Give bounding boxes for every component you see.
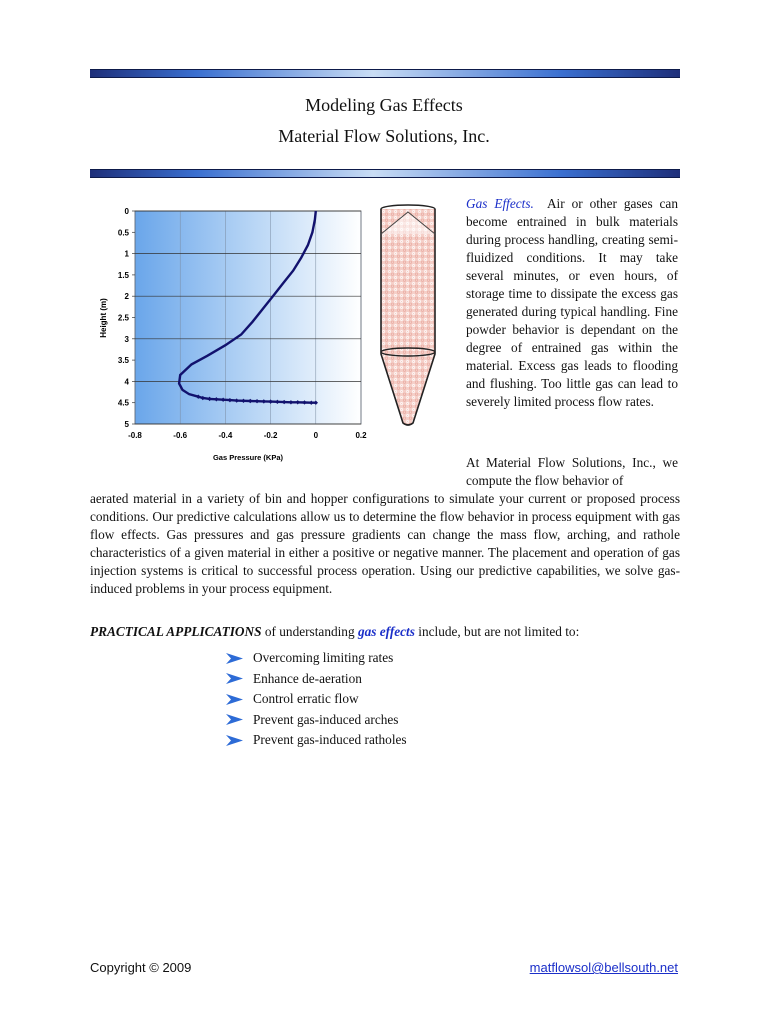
x-axis-label: Gas Pressure (KPa): [212, 453, 284, 462]
list-item-label: Overcoming limiting rates: [253, 650, 394, 666]
company-name: Material Flow Solutions, Inc.: [278, 126, 490, 146]
list-item: [226, 648, 407, 669]
y-tick-label: 0.5: [117, 228, 129, 238]
x-tick-label: 0: [313, 431, 319, 440]
header-divider: [90, 169, 680, 178]
intro-body: aerated material in a variety of bin and hopper configurations to simulate your current or proposed process conditions. Our predictive calculations allow us to determine the flow behavior in process equipment with gas flow effects. Gas pressures and gas pressure gradients can change the mass flow, arching, and rathole characteristics of a given material in either a positive or negative manner. The placement and operation of gas injection systems is critical to successful process operation. Using our predictive capabilities, we solve gas-induced problems in your process equipment.: [90, 491, 680, 596]
applications-tail: include, but are not limited to:: [414, 624, 580, 639]
plot-area: [135, 211, 361, 424]
y-tick-label: 1.5: [117, 270, 129, 280]
list-item: [226, 730, 407, 751]
copyright: Copyright © 2009: [90, 960, 192, 975]
x-tick-labels: [128, 431, 367, 440]
email-link[interactable]: matflowsol@bellsouth.net: [529, 960, 678, 975]
applications-intro: [90, 623, 690, 641]
arrow-bullet-icon: [226, 653, 243, 664]
y-tick-label: 4: [124, 377, 129, 387]
gas-effects-term: gas effects: [357, 624, 415, 639]
applications-list: [226, 648, 407, 751]
gas-effects-body: Air or other gases can become entrained in bulk materials during process handling, creating semi-fluidized conditions. It may take several minutes, or even hours, of storage time to dissipate the excess gas generated during typical handling. Fine powder behavior is dependant on the degree of entrained gas within the material. Excess gas leads to flooding and flushing. Too little gas can lead to severely limited process flow rates.: [466, 196, 678, 409]
gas-effects-heading: Gas Effects.: [466, 196, 534, 211]
list-item: [226, 689, 407, 710]
x-tick-label: -0.6: [173, 431, 188, 440]
arrow-bullet-icon: [226, 694, 243, 705]
silo-body: [381, 209, 435, 425]
intro-lead: At Material Flow Solutions, Inc., we compute the flow behavior of: [466, 455, 678, 488]
y-tick-label: 2: [124, 292, 129, 302]
y-tick-label: 4.5: [117, 398, 129, 408]
list-item-label: Control erratic flow: [253, 691, 359, 707]
y-axis-label: Height (m): [99, 298, 108, 338]
page-title: Modeling Gas Effects: [305, 95, 463, 115]
arrow-bullet-icon: [226, 735, 243, 746]
arrow-bullet-icon: [226, 714, 243, 725]
gas-effects-paragraph: [466, 195, 678, 411]
top-divider: [90, 69, 680, 78]
x-tick-label: -0.2: [263, 431, 278, 440]
y-tick-label: 2.5: [117, 313, 129, 323]
y-tick-label: 0: [124, 207, 129, 216]
list-item: [226, 669, 407, 690]
y-tick-label: 1: [124, 249, 129, 259]
y-tick-label: 5: [124, 420, 129, 429]
x-tick-label: -0.4: [218, 431, 233, 440]
list-item-label: Prevent gas-induced ratholes: [253, 732, 407, 748]
gas-pressure-chart: [90, 196, 372, 464]
arrow-bullet-icon: [226, 673, 243, 684]
y-tick-label: 3.5: [117, 356, 129, 366]
x-tick-label: -0.8: [128, 431, 142, 440]
y-tick-label: 3: [124, 334, 129, 344]
y-tick-labels: [118, 207, 130, 429]
x-tick-label: 0.2: [355, 431, 367, 440]
applications-mid: of understanding: [261, 624, 358, 639]
list-item: [226, 710, 407, 731]
list-item-label: Enhance de-aeration: [253, 670, 362, 686]
applications-heading: PRACTICAL APPLICATIONS: [90, 624, 262, 639]
list-item-label: Prevent gas-induced arches: [253, 711, 399, 727]
silo-illustration: [376, 198, 440, 428]
